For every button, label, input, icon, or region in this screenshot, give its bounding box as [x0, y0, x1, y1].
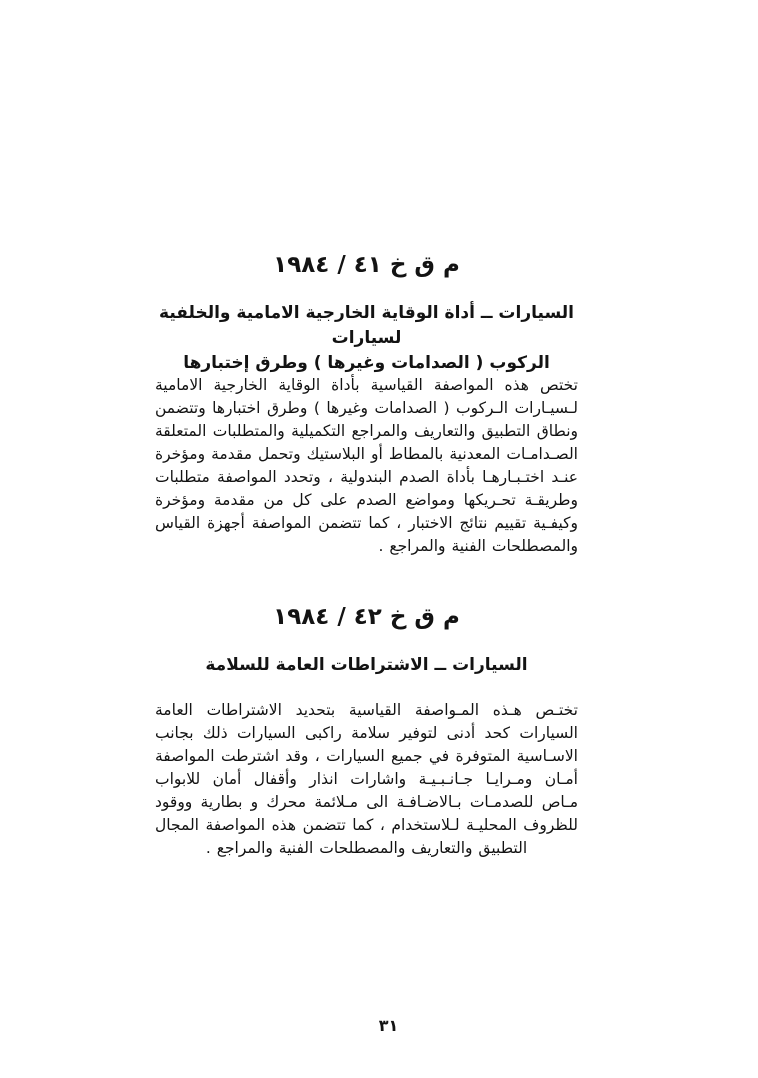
standard-title-42	[155, 653, 578, 678]
text-line: التطبيق والتعاريف والمصطلحات الفنية والمراجع .	[205, 839, 528, 857]
text-line: للظروف المحليـة لـلاستخدام ، كما تتضمن هذه المواصفة المجال	[155, 816, 578, 834]
standard-number-41-1984: م ق خ ٤١ / ١٩٨٤	[273, 252, 460, 278]
standard-title-41	[155, 301, 578, 376]
standard-abstract-41	[155, 374, 578, 558]
text-line: والمصطلحات الفنية والمراجع .	[378, 537, 578, 555]
text-line: مـاص للصدمـات بـالاضـافـة الى مـلائمة محرك و بطارية ووقود	[155, 793, 578, 811]
text-line: تختـص هـذه المـواصفة القياسية بتحديد الاشتراطات العامة	[155, 701, 578, 719]
text-line: لـسيـارات الـركوب ( الصدامات وغيرها ) وطرق اختبارها وتتضمن	[155, 399, 578, 417]
text-line: الاسـاسية المتوفرة في جميع السيارات ، وقد اشترطت المواصفة	[155, 747, 578, 765]
text-line: السيارات ــ أداة الوقاية الخارجية الامامية والخلفية لسيارات	[159, 303, 574, 348]
text-line: الركوب ( الصدامات وغيرها ) وطرق إختبارها	[183, 353, 550, 373]
text-line: وكيفـية تقييم نتائج الاختبار ، كما تتضمن المواصفة أجهزة القياس	[155, 514, 578, 532]
text-line: السيارات كحد أدنى لتوفير سلامة راكبى السيارات ذلك بجانب	[155, 724, 578, 742]
text-line: تختص هذه المواصفة القياسية بأداة الوقاية الخارجية الامامية	[155, 376, 578, 394]
text-line: الصـدامـات المعدنية بالمطاط أو البلاستيك وتحمل مقدمة ومؤخرة	[155, 445, 578, 463]
page-number: ٣١	[378, 1016, 399, 1035]
standard-number-42-1984: م ق خ ٤٢ / ١٩٨٤	[273, 604, 460, 630]
text-line: عنـد اختـبـارهـا بأداة الصدم البندولية ، وتحدد المواصفة متطلبات	[155, 468, 578, 486]
text-line: وطريقـة تحـريكها ومواضع الصدم على كل من مقدمة ومؤخرة	[155, 491, 578, 509]
text-line: ونطاق التطبيق والتعاريف والمراجع التكميلية والمتطلبات المتعلقة	[155, 422, 578, 440]
text-line: السيارات ــ الاشتراطات العامة للسلامة	[205, 655, 528, 675]
text-line: أمـان ومـرايـا جـانـبـيـة واشارات انذار وأقفال أمان للابواب	[155, 770, 578, 788]
standard-abstract-42	[155, 699, 578, 860]
